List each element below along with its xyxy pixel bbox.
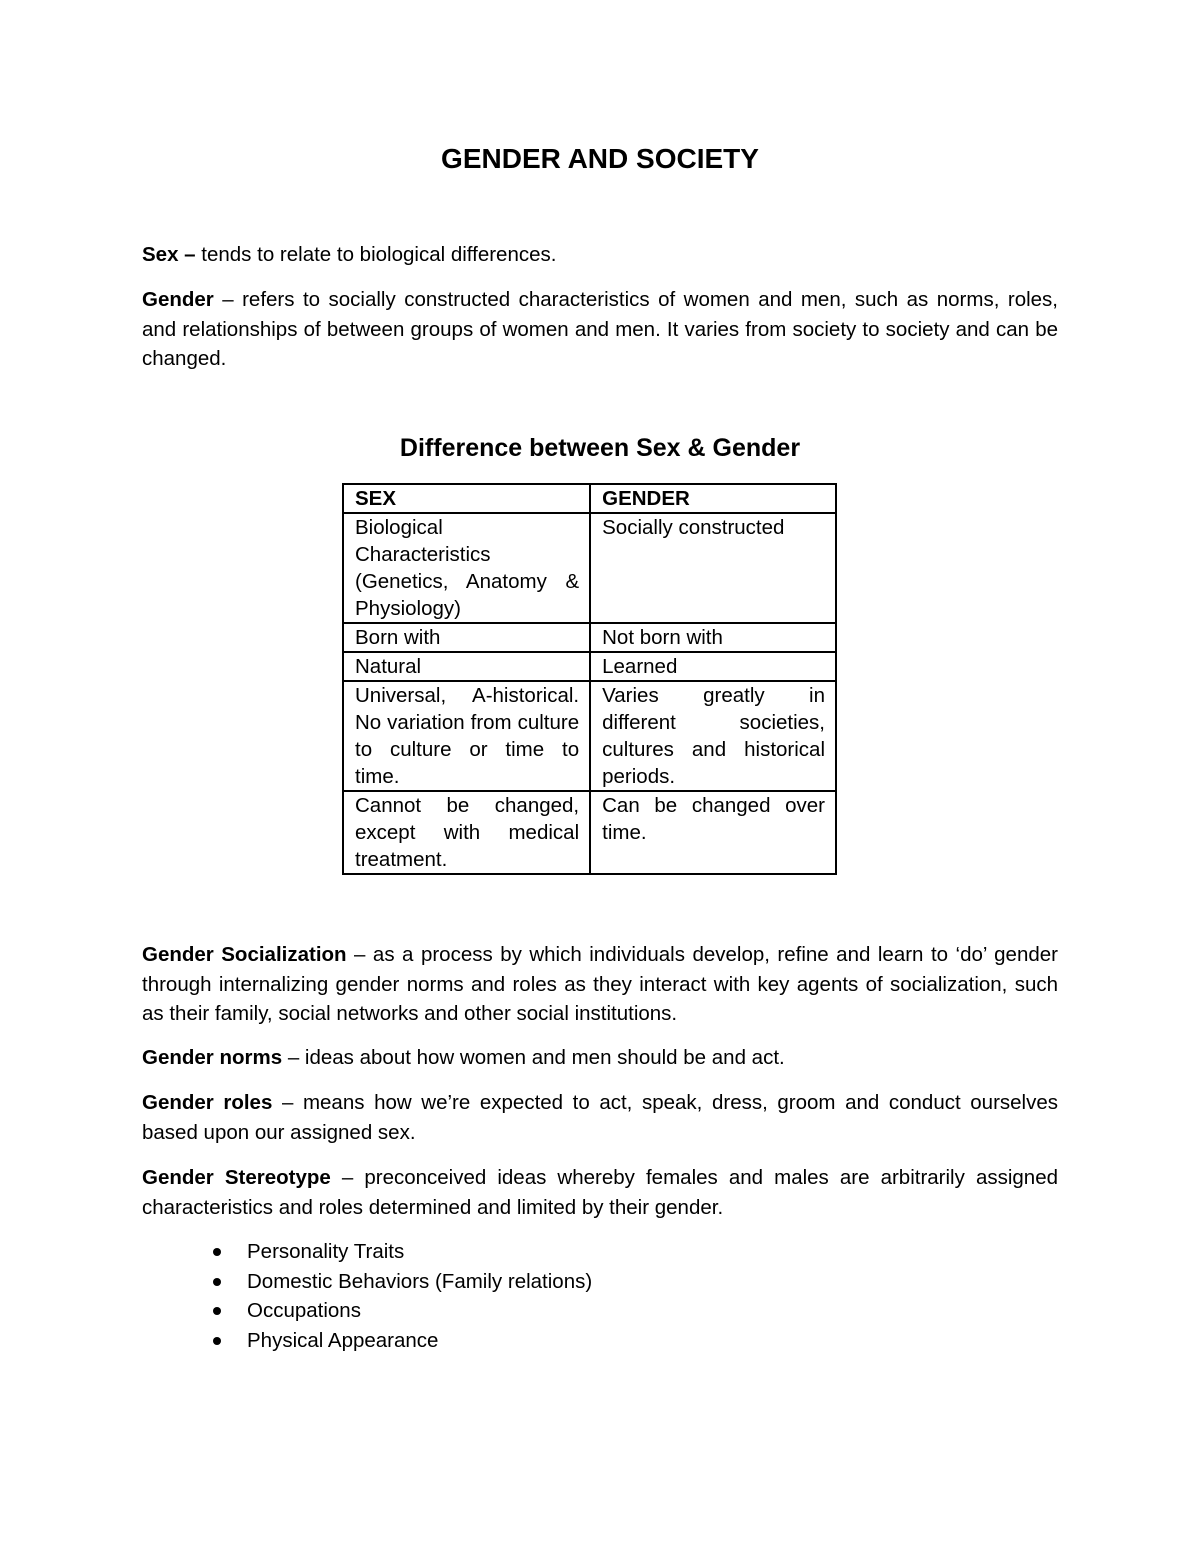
definition-term: Gender norms — [142, 1046, 283, 1069]
bullet-icon — [213, 1307, 221, 1315]
definition-text: – means how we’re expected to act, speak, dress, groom and conduct ourselves based upon our assigned sex. — [142, 1091, 1059, 1144]
table-row — [343, 791, 836, 874]
list-item-label: Domestic Behaviors (Family relations) — [247, 1269, 593, 1293]
definition-sex — [142, 240, 1058, 270]
column-header-sex: SEX — [343, 484, 590, 513]
table-row — [343, 513, 836, 623]
table-cell: Universal, A-historical. No variation from culture to culture or time to time. — [343, 681, 590, 791]
table-cell: Learned — [590, 652, 836, 681]
definition-gender-roles — [142, 1088, 1058, 1147]
list-item-label: Occupations — [247, 1299, 361, 1322]
bullet-icon — [213, 1248, 221, 1256]
list-item — [210, 1296, 592, 1326]
list-item — [210, 1326, 592, 1356]
bullet-icon — [213, 1337, 221, 1345]
definition-term: Gender Socialization — [142, 943, 347, 966]
table-cell: Born with — [343, 623, 590, 652]
definition-term: Gender — [142, 288, 214, 311]
definition-gender-stereotype — [142, 1163, 1058, 1222]
list-item-label: Physical Appearance — [247, 1328, 439, 1352]
definition-term: Gender roles — [142, 1091, 273, 1114]
table-cell: Biological Characteristics (Genetics, Anatomy & Physiology) — [343, 513, 590, 623]
table-cell: Can be changed over time. — [590, 791, 836, 874]
stereotype-list — [210, 1237, 592, 1355]
table-title: Difference between Sex & Gender — [399, 434, 801, 462]
table-cell: Natural — [343, 652, 590, 681]
table-cell: Cannot be changed, except with medical treatment. — [343, 791, 590, 874]
table-cell: Not born with — [590, 623, 836, 652]
table-cell: Varies greatly in different societies, cultures and historical periods. — [590, 681, 836, 791]
definition-text: – preconceived ideas whereby females and males are arbitrarily assigned characteristics and roles determined and limited by their gender. — [142, 1166, 1058, 1219]
definition-term: Sex – — [142, 243, 196, 266]
list-item — [210, 1237, 592, 1267]
bullet-icon — [213, 1278, 221, 1286]
table-row — [343, 652, 836, 681]
definition-term: Gender Stereotype — [142, 1166, 331, 1189]
list-item — [210, 1267, 592, 1297]
list-item-label: Personality Traits — [247, 1240, 405, 1263]
definition-text: – as a process by which individuals develop, refine and learn to ‘do’ gender through internalizing gender norms and roles as they interact with key agents of socialization, such as their family, social networks and other social institutions. — [142, 943, 1058, 1025]
table-cell: Socially constructed — [590, 513, 836, 623]
table-row — [343, 681, 836, 791]
table-row — [343, 623, 836, 652]
column-header-gender: GENDER — [590, 484, 836, 513]
definition-gender-norms — [142, 1043, 1058, 1073]
definition-gender-socialization — [142, 940, 1058, 1029]
definition-text: – refers to socially constructed characteristics of women and men, such as norms, roles, and relationships of between groups of women and men. It varies from society to society and can be changed. — [142, 288, 1058, 370]
table-header-row — [343, 484, 836, 513]
comparison-table — [342, 483, 837, 875]
page-title: GENDER AND SOCIETY — [441, 143, 759, 174]
definition-text: tends to relate to biological differences. — [195, 243, 557, 266]
definition-text: – ideas about how women and men should be and act. — [282, 1046, 785, 1069]
definition-gender — [142, 285, 1058, 374]
